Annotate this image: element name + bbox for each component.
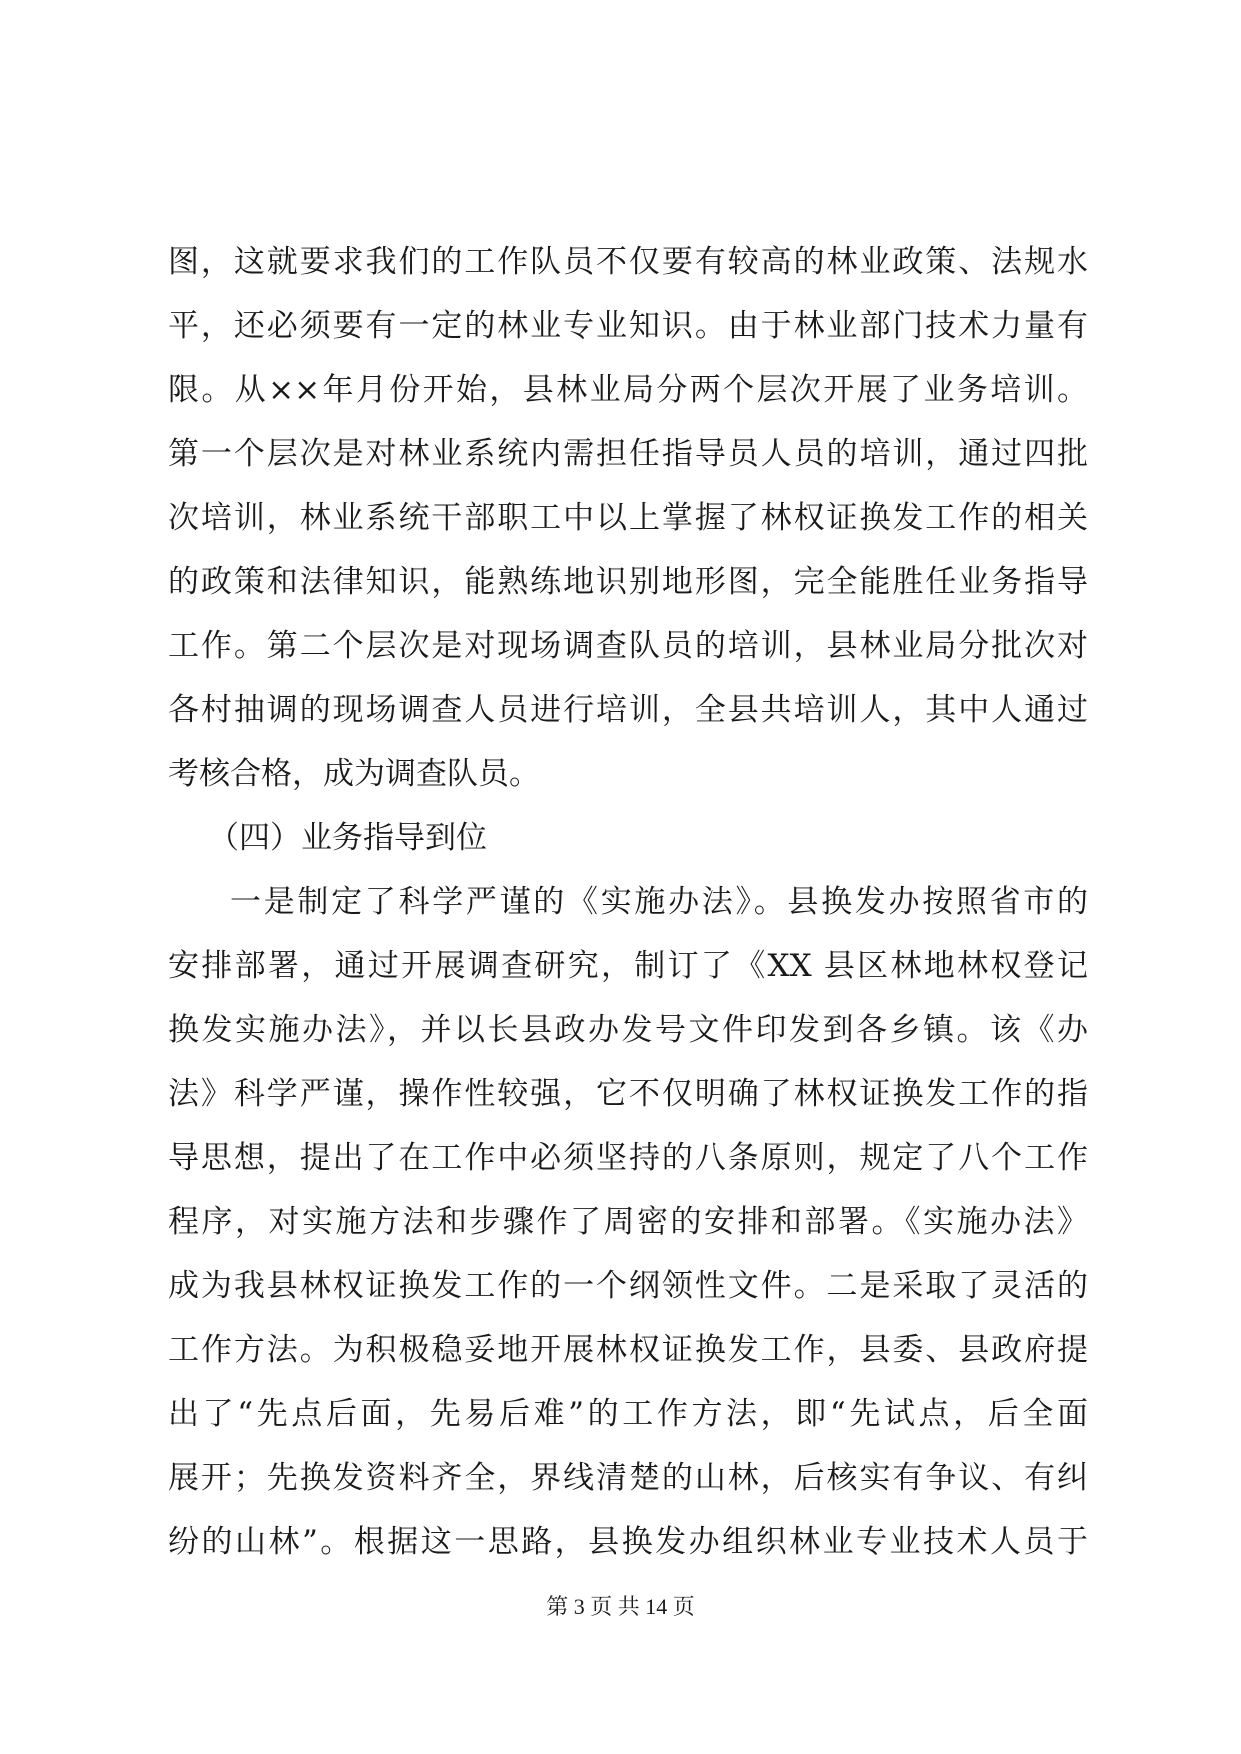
body-line: 法》科学严谨，操作性较强，它不仅明确了林权证换发工作的指 [168, 1076, 1088, 1112]
body-line: 程序，对实施方法和步骤作了周密的安排和部署。《实施办法》 [168, 1204, 1088, 1240]
body-line: 成为我县林权证换发工作的一个纲领性文件。二是采取了灵活的 [168, 1268, 1088, 1304]
document-body [168, 230, 1088, 1574]
section-heading: （四）业务指导到位 [208, 820, 487, 856]
body-line: 次培训，林业系统干部职工中以上掌握了林权证换发工作的相关 [168, 500, 1088, 536]
body-line: 的政策和法律知识，能熟练地识别地形图，完全能胜任业务指导 [168, 564, 1088, 600]
body-line: 工作。第二个层次是对现场调查队员的培训，县林业局分批次对 [168, 628, 1088, 664]
body-line: 平，还必须要有一定的林业专业知识。由于林业部门技术力量有 [168, 308, 1088, 344]
body-line: 图，这就要求我们的工作队员不仅要有较高的林业政策、法规水 [168, 244, 1088, 280]
body-line: 展开；先换发资料齐全，界线清楚的山林，后核实有争议、有纠 [168, 1460, 1088, 1496]
body-line: 工作方法。为积极稳妥地开展林权证换发工作，县委、县政府提 [168, 1332, 1088, 1368]
page-number-label: 第 3 页 共 14 页 [546, 1594, 695, 1619]
page-footer [0, 1590, 1241, 1621]
body-line: 各村抽调的现场调查人员进行培训，全县共培训人，其中人通过 [168, 692, 1088, 728]
body-line: 出了“先点后面，先易后难”的工作方法，即“先试点，后全面 [168, 1396, 1088, 1432]
body-line: 导思想，提出了在工作中必须坚持的八条原则，规定了八个工作 [168, 1140, 1088, 1176]
body-line: 第一个层次是对林业系统内需担任指导员人员的培训，通过四批 [168, 436, 1088, 472]
body-line: 考核合格，成为调查队员。 [168, 756, 540, 792]
body-line: 换发实施办法》，并以长县政办发号文件印发到各乡镇。该《办 [168, 1012, 1088, 1048]
body-line: 纷的山林”。根据这一思路，县换发办组织林业专业技术人员于 [168, 1524, 1088, 1560]
body-line: 安排部署，通过开展调查研究，制订了《XX 县区林地林权登记 [168, 948, 1088, 984]
body-line: 限。从××年月份开始，县林业局分两个层次开展了业务培训。 [168, 372, 1088, 408]
body-line: 一是制定了科学严谨的《实施办法》。县换发办按照省市的 [230, 884, 1088, 920]
